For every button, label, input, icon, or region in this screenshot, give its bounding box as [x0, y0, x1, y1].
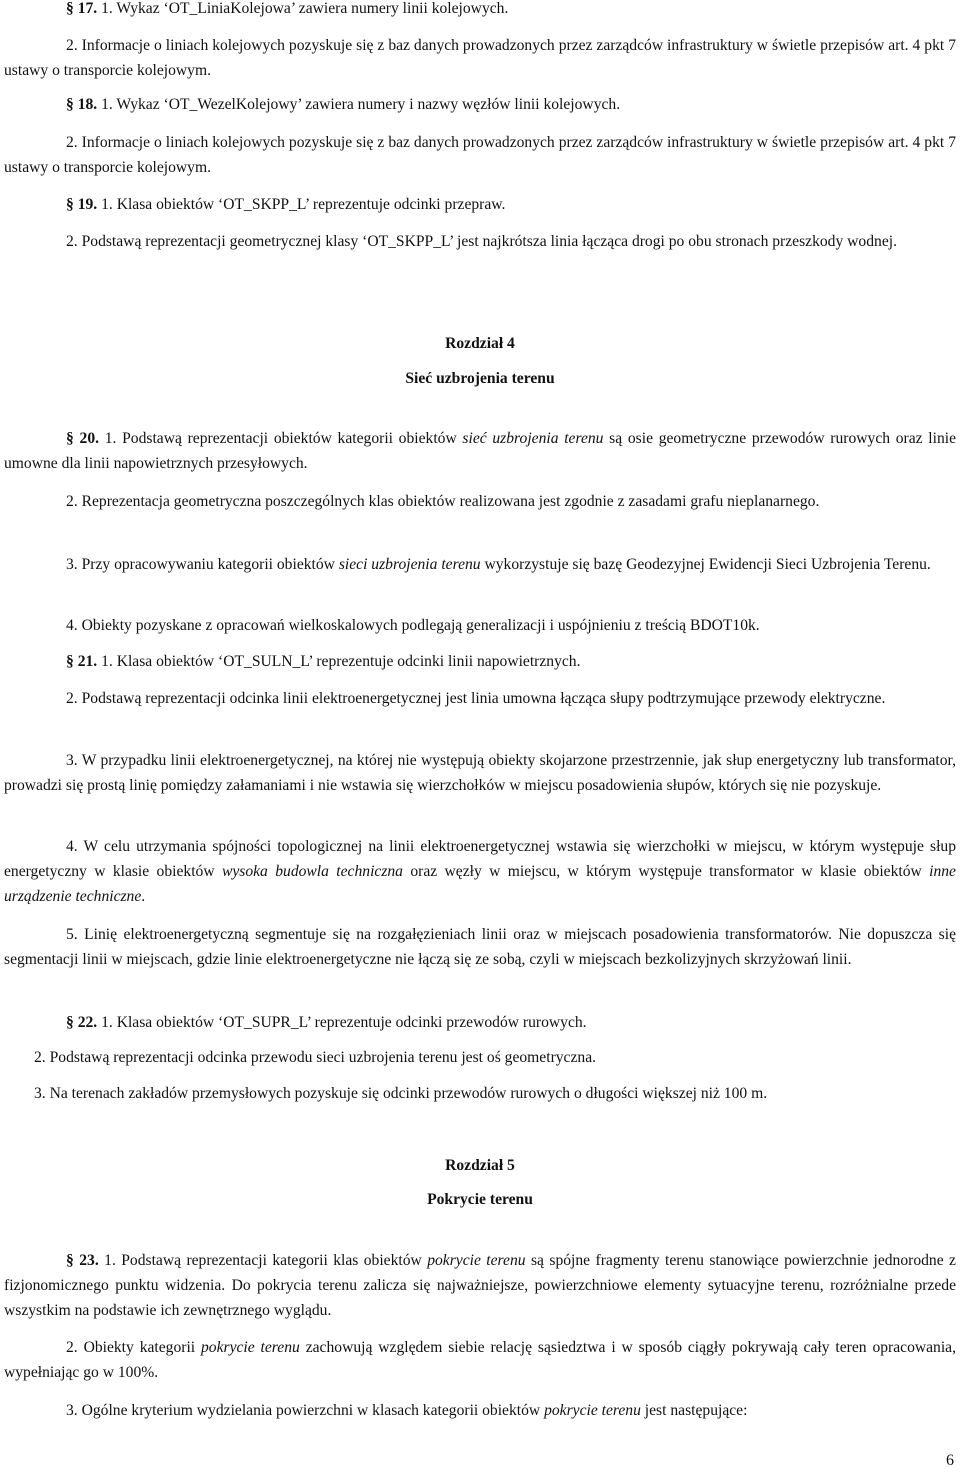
paragraph-21-3: 3. W przypadku linii elektroenergetycznej, na której nie występują obiekty skojarzone przestrzennie, jak słup energetyczny lub transformator, prowadzi się prostą linię pomiędzy załamaniami i nie wstawia się wierzchołków w miejscu posadowienia słupów, których się nie pozyskuje. — [4, 752, 956, 794]
paragraph-19-2: 2. Podstawą reprezentacji geometrycznej klasy ‘OT_SKPP_L’ jest najkrótsza linia łącząca drogi po obu stronach przeszkody wodnej. — [66, 233, 897, 250]
paragraph-19-1: § 19. 1. Klasa obiektów ‘OT_SKPP_L’ reprezentuje odcinki przepraw. — [66, 196, 506, 213]
paragraph-17-1: § 17. 1. Wykaz ‘OT_LiniaKolejowa’ zawiera numery linii kolejowych. — [66, 0, 509, 17]
paragraph-20-4: 4. Obiekty pozyskane z opracowań wielkoskalowych podlegają generalizacji i uspójnieniu z treścią BDOT10k. — [66, 617, 760, 634]
paragraph-22-2: 2. Podstawą reprezentacji odcinka przewodu sieci uzbrojenia terenu jest oś geometryczna. — [34, 1049, 597, 1066]
paragraph-23-3: 3. Ogólne kryterium wydzielania powierzchni w klasach kategorii obiektów pokrycie terenu jest następujące: — [66, 1402, 748, 1419]
paragraph-21-1: § 21. 1. Klasa obiektów ‘OT_SULN_L’ reprezentuje odcinki linii napowietrznych. — [66, 653, 581, 670]
paragraph-22-3: 3. Na terenach zakładów przemysłowych pozyskuje się odcinki przewodów rurowych o długości większej niż 100 m. — [34, 1085, 768, 1102]
chapter-5-number: Rozdział 5 — [445, 1157, 515, 1174]
page-number: 6 — [946, 1452, 954, 1469]
paragraph-20-1: § 20. 1. Podstawą reprezentacji obiektów kategorii obiektów sieć uzbrojenia terenu są osie geometryczne przewodów rurowych oraz linie umowne dla linii napowietrznych przesyłowych. — [4, 430, 956, 472]
chapter-4-number: Rozdział 4 — [445, 335, 515, 352]
paragraph-20-2: 2. Reprezentacja geometryczna poszczególnych klas obiektów realizowana jest zgodnie z zasadami grafu nieplanarnego. — [66, 493, 820, 510]
paragraph-22-1: § 22. 1. Klasa obiektów ‘OT_SUPR_L’ reprezentuje odcinki przewodów rurowych. — [66, 1014, 587, 1031]
paragraph-17-2: 2. Informacje o liniach kolejowych pozyskuje się z baz danych prowadzonych przez zarządców infrastruktury w świetle przepisów art. 4 pkt 7 ustawy o transporcie kolejowym. — [4, 37, 956, 79]
chapter-4-title: Sieć uzbrojenia terenu — [405, 370, 555, 387]
paragraph-18-1: § 18. 1. Wykaz ‘OT_WezelKolejowy’ zawiera numery i nazwy węzłów linii kolejowych. — [66, 96, 621, 113]
paragraph-20-3: 3. Przy opracowywaniu kategorii obiektów sieci uzbrojenia terenu wykorzystuje się bazę Geodezyjnej Ewidencji Sieci Uzbrojenia Terenu. — [66, 556, 931, 573]
paragraph-18-2: 2. Informacje o liniach kolejowych pozyskuje się z baz danych prowadzonych przez zarządców infrastruktury w świetle przepisów art. 4 pkt 7 ustawy o transporcie kolejowym. — [4, 134, 956, 176]
paragraph-21-5: 5. Linię elektroenergetyczną segmentuje się na rozgałęzieniach linii oraz w miejscach posadowienia transformatorów. Nie dopuszcza się segmentacji linii w miejscach, gdzie linie elektroenergetyczne nie łączą się ze sobą, czyli w miejscach bezkolizyjnych skrzyżowań linii. — [4, 926, 956, 968]
chapter-5-title: Pokrycie terenu — [427, 1191, 533, 1208]
paragraph-21-4: 4. W celu utrzymania spójności topologicznej na linii elektroenergetycznej wstawia się wierzchołki w miejscu, w którym występuje słup energetyczny w klasie obiektów wysoka budowla techniczna oraz węzły w miejscu, w którym występuje transformator w klasie obiektów inne urządzenie techniczne. — [4, 838, 956, 905]
paragraph-21-2: 2. Podstawą reprezentacji odcinka linii elektroenergetycznej jest linia umowna łącząca słupy podtrzymujące przewody elektryczne. — [66, 690, 886, 707]
paragraph-23-2: 2. Obiekty kategorii pokrycie terenu zachowują względem siebie relację sąsiedztwa i w sposób ciągły pokrywają cały teren opracowania, wypełniając go w 100%. — [4, 1339, 956, 1381]
paragraph-23-1: § 23. 1. Podstawą reprezentacji kategorii klas obiektów pokrycie terenu są spójne fragmenty terenu stanowiące powierzchnie jednorodne z fizjonomicznego punktu widzenia. Do pokrycia terenu zalicza się najważniejsze, powierzchniowe elementy sytuacyjne terenu, rozróżnialne przede wszystkim na podstawie ich zewnętrznego wyglądu. — [4, 1252, 956, 1319]
